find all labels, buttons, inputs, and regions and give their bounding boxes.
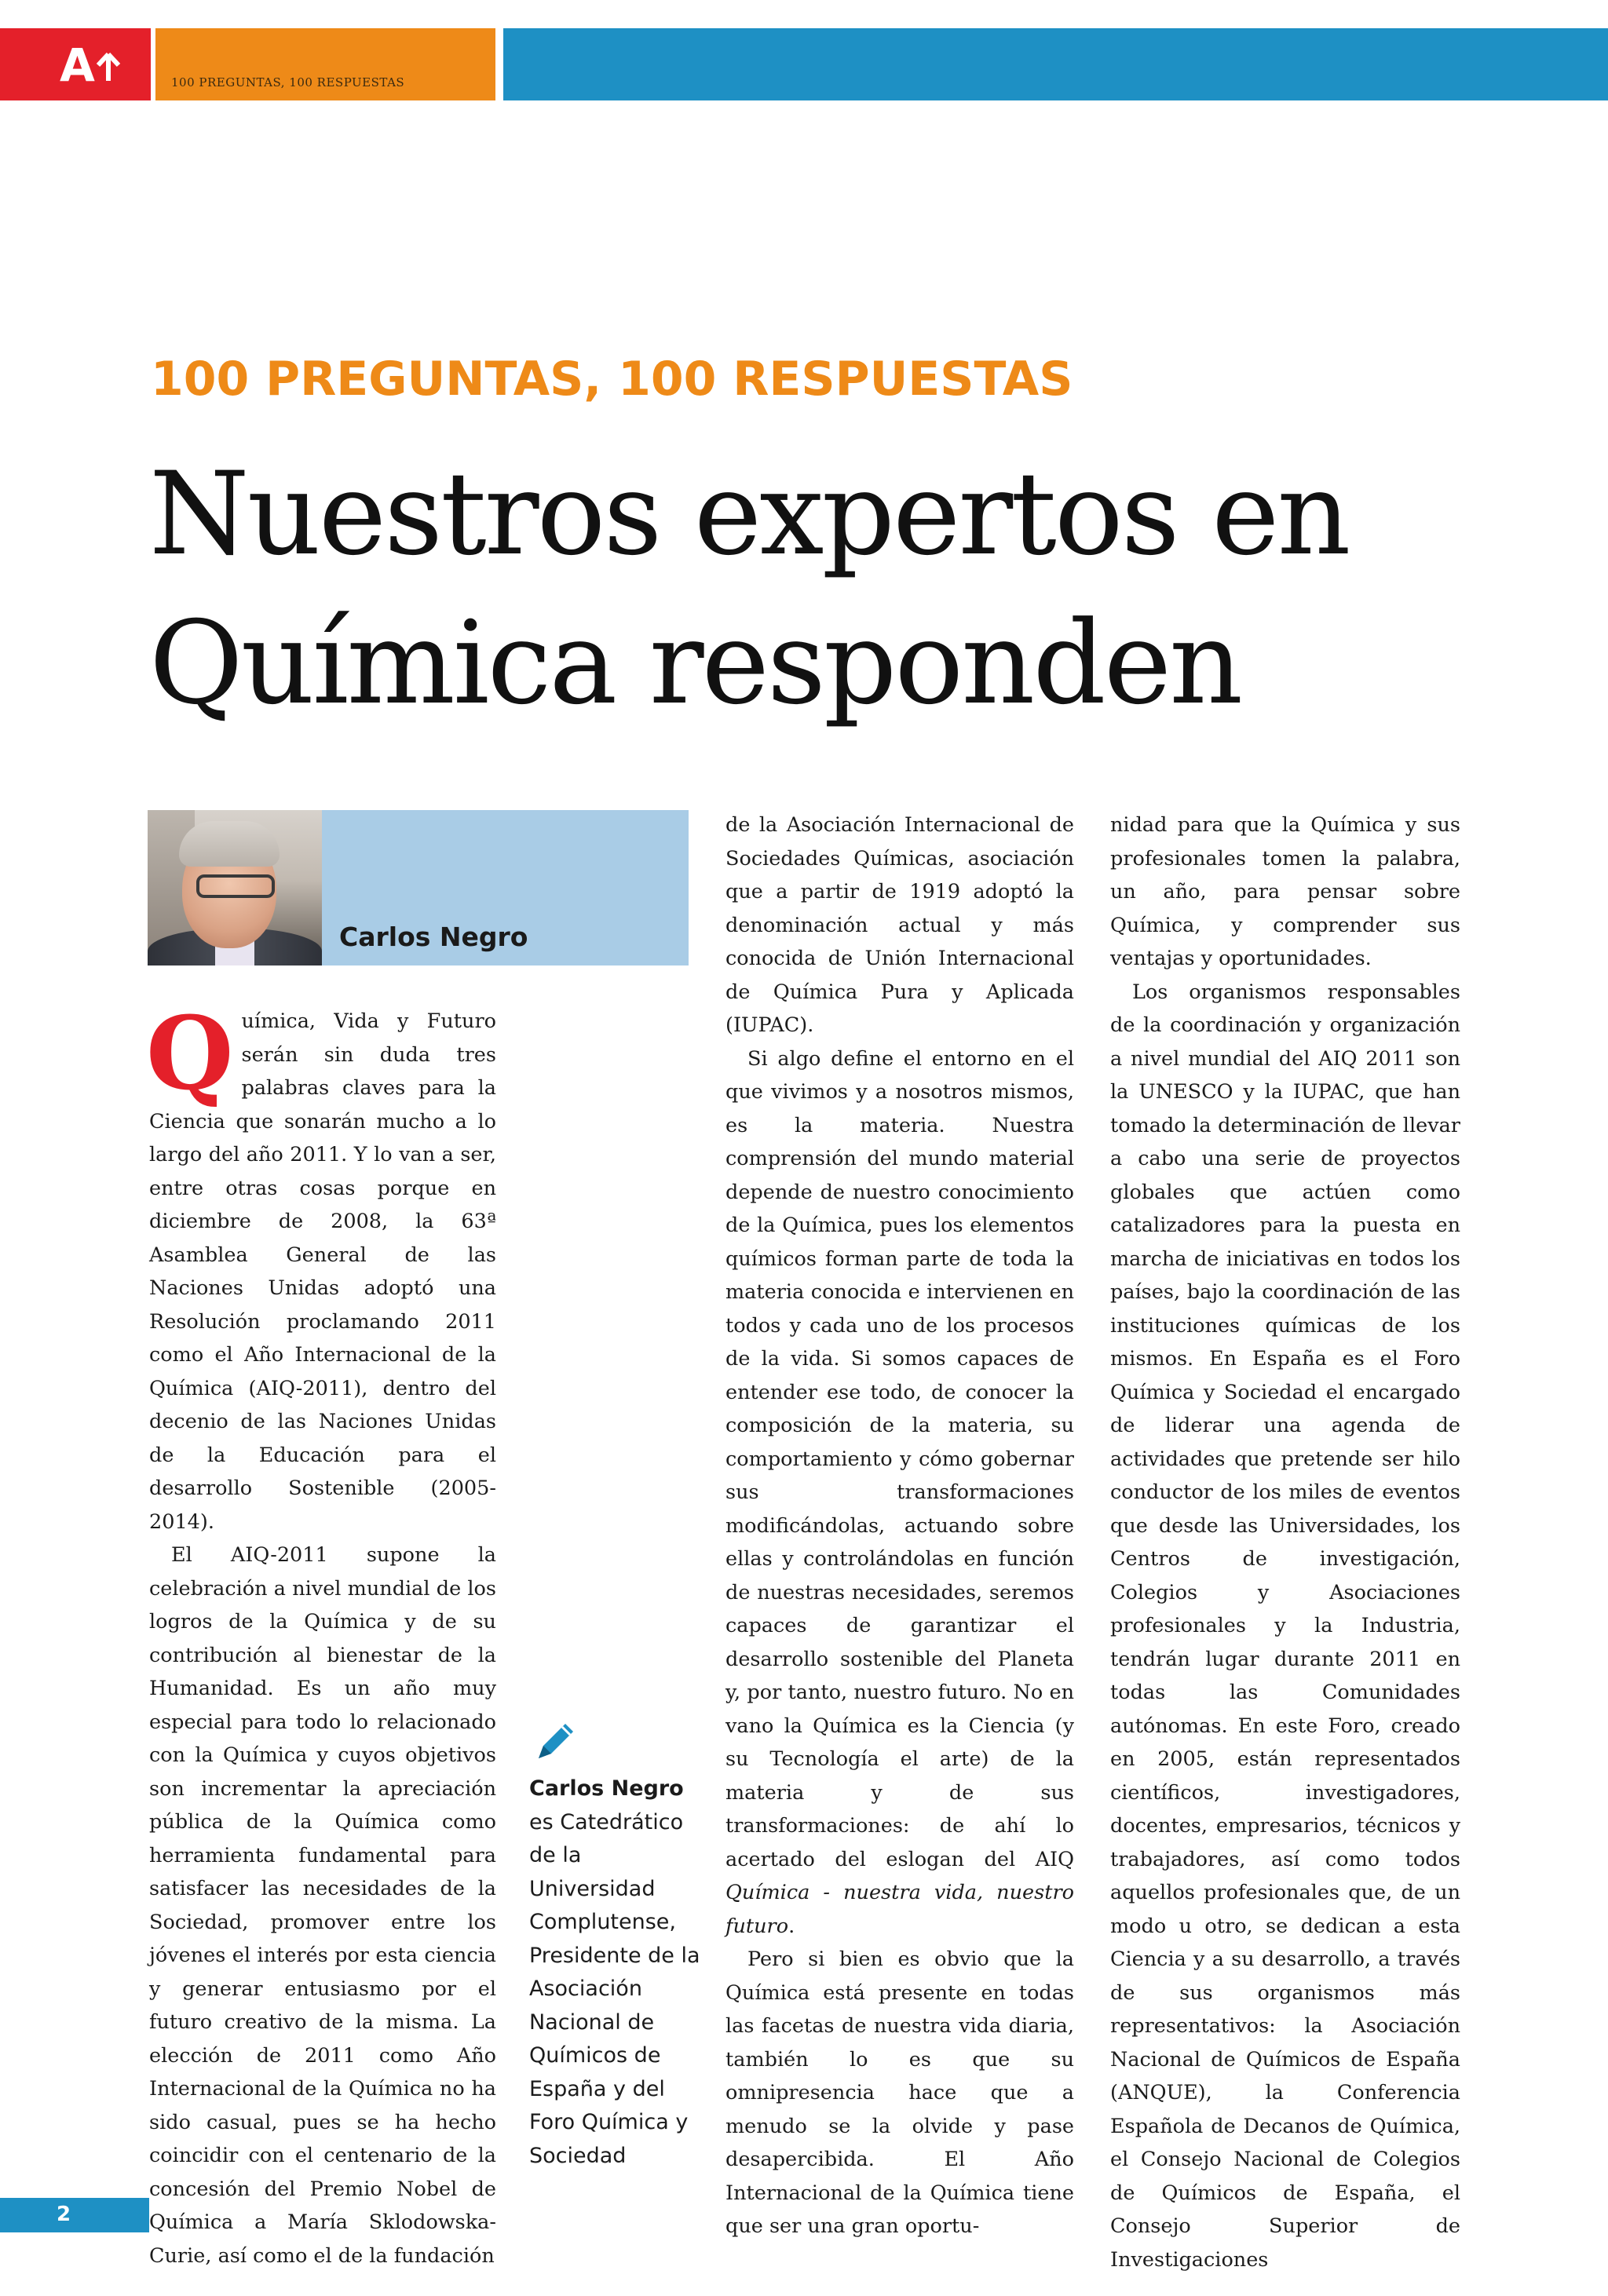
page-number-tab (0, 2198, 149, 2232)
title-line-1: Nuestros expertos en (149, 447, 1349, 581)
page-number: 2 (57, 2203, 71, 2226)
paragraph: Si algo define el entorno en el que vivimos y a nosotros mismos, es la materia. Nuestra comprensión del mundo material depende de nuestro conocimiento de la Química, pues los elementos químicos forman parte de toda la materia conocida e intervienen en todos y cada uno de los procesos de la vida. Si somos capaces de entender ese todo, de conocer la composición de la materia, su comportamiento y cómo gobernar sus transformaciones modificándolas, actuando sobre ellas y controlándolas en función de nuestras necesidades, seremos capaces de garantizar el desarrollo sostenible del Planeta y, por tanto, nuestro futuro. No en vano la Química es la Ciencia (y su Tecnología el arte) de la materia y de sus transformaciones: de ahí lo acertado del eslogan del AIQ Química - nuestra vida, nuestro futuro. (725, 1046, 1074, 1938)
paragraph: Los organismos responsables de la coordinación y organización a nivel mundial del AIQ 2011 son la UNESCO y la IUPAC, que han tomado la determinación de llevar a cabo una serie de proyectos globales que actúen como catalizadores para la puesta en marcha de iniciativas en todos los países, bajo la coordinación de las instituciones químicas de los mismos. En España es el Foro Química y Sociedad el encargado de liderar una agenda de actividades que pretende ser hilo conductor de los miles de eventos que desde las Universidades, los Centros de investigación, Colegios y Asociaciones profesionales y la Industria, tendrán lugar durante 2011 en todas las Comunidades autónomas. En este Foro, creado en 2005, están representados científicos, investigadores, docentes, empresarios, técnicos y trabajadores, así como todos aquellos profesionales que, de un modo u otro, se dedican a esta Ciencia y a su desarrollo, a través de sus organismos más representativos: la Asociación Nacional de Químicos de España (ANQUE), la Conferencia Española de Decanos de Química, el Consejo Nacional de Colegios de Químicos de España, el Consejo Superior de Investigaciones (1110, 980, 1460, 2272)
bio-name: Carlos Negro (529, 1776, 684, 1801)
paragraph: El AIQ-2011 supone la celebración a nivel mundial de los logros de la Química y de su contribución al bienestar de la Humanidad. Es un año muy especial para todo lo relacionado con la Química y cuyos objetivos son incrementar la apreciación pública de la Química como herramienta fundamental para satisfacer las necesidades de la Sociedad, promover entre los jóvenes el interés por esta ciencia y generar entusiasmo por el futuro creativo de la misma. La elección de 2011 como Año Internacional de la Química no ha sido casual, pues se ha hecho coincidir con el centenario de la concesión del Premio Nobel de Química a María Sklodowska-Curie, así como el de la fundación (149, 1543, 496, 2268)
article-column-3 (1110, 809, 1460, 2276)
slogan: Química - nuestra vida, nuestro futuro (725, 1881, 1074, 1938)
paragraph: Química, Vida y Futuro serán sin duda tres palabras claves para la Ciencia que sonarán mucho a lo largo del año 2011. Y lo van a ser, entre otras cosas porque en diciembre de 2008, la 63ª Asamblea General de las Naciones Unidas adoptó una Resolución proclamando 2011 como el Año Internacional de la Química (AIQ-2011), dentro del decenio de las Naciones Unidas de la Educación para el desarrollo Sostenible (2005-2014). (146, 995, 496, 1534)
author-photo (148, 810, 322, 965)
header-section-label: 100 PREGUNTAS, 100 RESPUESTAS (171, 75, 405, 89)
paragraph: de la Asociación Internacional de Sociedades Químicas, asociación que a partir de 1919 adoptó la denominación actual y más conocida de Unión Internacional de Química Pura y Aplicada (IUPAC). (725, 813, 1074, 1037)
article-title (149, 440, 1578, 738)
pen-icon (531, 1719, 578, 1766)
article-column-1 (146, 995, 496, 2272)
brand-logo: A (60, 38, 122, 93)
header-orange-block (155, 28, 495, 100)
up-arrow-icon (95, 49, 122, 84)
drop-cap: Q (146, 995, 234, 1113)
author-name: Carlos Negro (339, 922, 528, 952)
header-blue-block (503, 28, 1608, 100)
paragraph: Pero si bien es obvio que la Química está presente en todas las facetas de nuestra vida diaria, también lo es que su omnipresencia hace que a menudo se la olvide y pase desapercibida. El Año Internacional de la Química tiene que ser una gran oportu- (725, 1947, 1074, 2238)
author-name-box (322, 810, 689, 965)
author-bio (529, 1772, 700, 2173)
bio-text: es Catedrático de la Universidad Complutense, Presidente de la Asociación Nacional de Químicos de España y del Foro Química y Sociedad (529, 1809, 700, 2168)
title-line-2: Química responden (149, 597, 1241, 730)
article-kicker: 100 PREGUNTAS, 100 RESPUESTAS (151, 352, 1073, 407)
article-column-2 (725, 809, 1074, 2243)
paragraph: nidad para que la Química y sus profesionales tomen la palabra, un año, para pensar sobre Química, y comprender sus ventajas y oportunidades. (1110, 813, 1460, 970)
